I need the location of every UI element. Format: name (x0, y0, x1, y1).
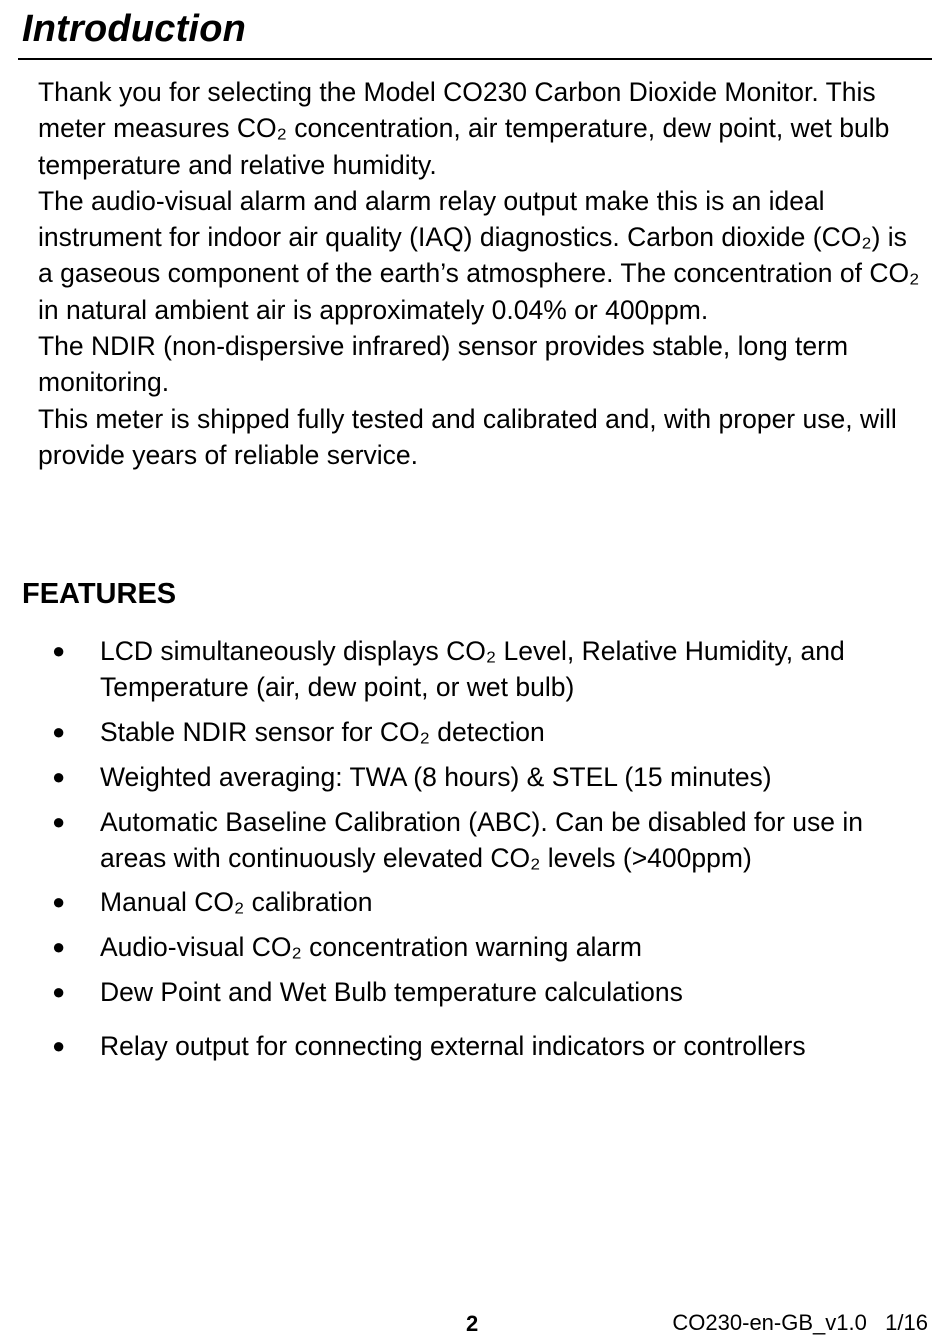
feature-text: Relay output for connecting external indicators or controllers (100, 1031, 806, 1061)
bullet-icon: ● (52, 979, 66, 1004)
bullet-icon: ● (52, 809, 66, 834)
feature-text: Dew Point and Wet Bulb temperature calculations (100, 977, 683, 1007)
feature-text: Stable NDIR sensor for CO₂ detection (100, 717, 545, 747)
feature-text: Weighted averaging: TWA (8 hours) & STEL (15 minutes) (100, 762, 772, 792)
title-divider (18, 58, 932, 60)
bullet-icon: ● (52, 889, 66, 914)
bullet-icon: ● (52, 719, 66, 744)
features-heading: FEATURES (22, 578, 177, 610)
intro-paragraph: Thank you for selecting the Model CO230 Carbon Dioxide Monitor. This meter measures CO₂ concentration, air temperature, dew point, wet bulb temperature and relative humidity. (38, 77, 890, 180)
feature-text: Audio-visual CO₂ concentration warning alarm (100, 932, 643, 962)
bullet-icon: ● (52, 1033, 66, 1058)
feature-text: Automatic Baseline Calibration (ABC). Can be disabled for use in areas with continuously elevated CO₂ levels (>400ppm) (100, 807, 864, 874)
intro-paragraph: The audio-visual alarm and alarm relay output make this is an ideal instrument for indoor air quality (IAQ) diagnostics. Carbon dioxide (CO₂) is a gaseous component of the earth’s atmosphere. The concentration of CO₂ in natural ambient air is approximately 0.04% or 400ppm. (38, 185, 920, 325)
intro-paragraph: The NDIR (non-dispersive infrared) sensor provides stable, long term monitoring. (38, 331, 849, 398)
bullet-icon: ● (52, 638, 66, 663)
feature-text: LCD simultaneously displays CO₂ Level, Relative Humidity, and Temperature (air, dew point, or wet bulb) (100, 636, 845, 703)
bullet-icon: ● (52, 934, 66, 959)
intro-paragraph: This meter is shipped fully tested and calibrated and, with proper use, will provide years of reliable service. (38, 403, 897, 470)
intro-section (38, 74, 928, 473)
document-id: CO230-en-GB_v1.0 1/16 (672, 1310, 928, 1335)
feature-text: Manual CO₂ calibration (100, 887, 373, 917)
page-number: 2 (466, 1311, 479, 1336)
page-title: Introduction (22, 8, 247, 50)
bullet-icon: ● (52, 764, 66, 789)
